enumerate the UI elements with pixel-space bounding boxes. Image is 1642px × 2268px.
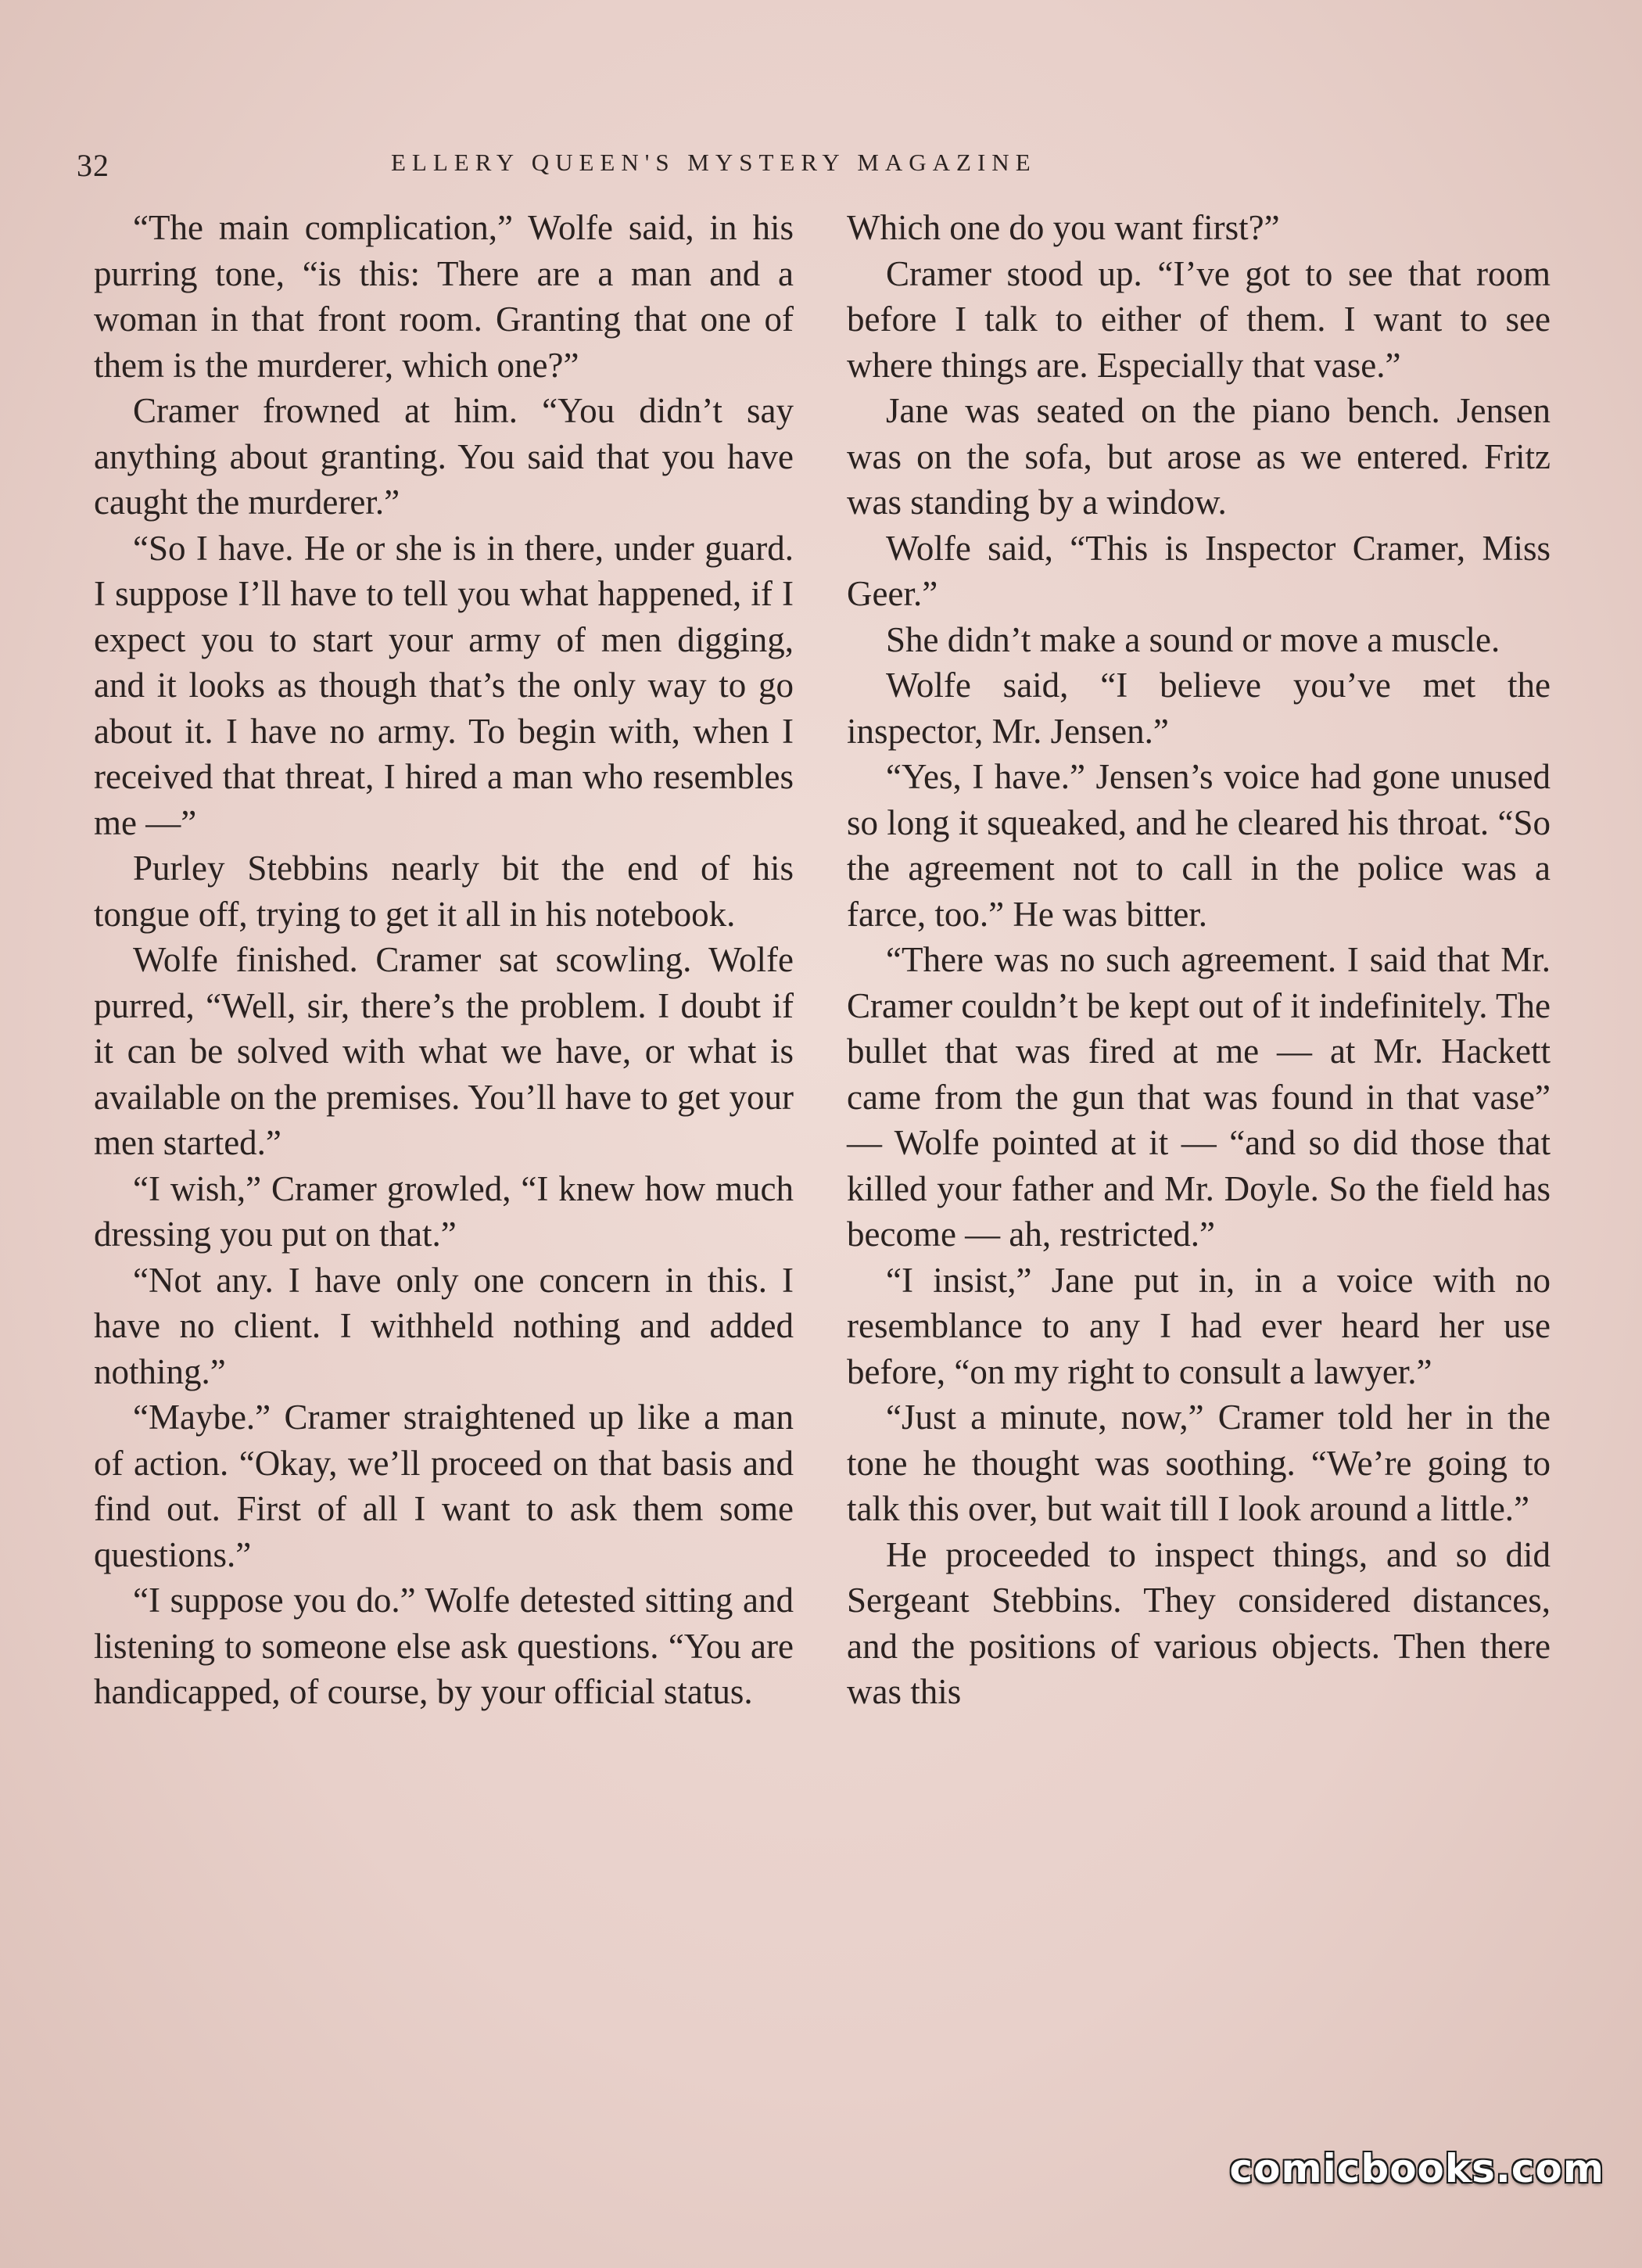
paragraph: She didn’t make a sound or move a muscle.	[886, 619, 1500, 659]
paragraph: “Yes, I have.” Jensen’s voice had gone unused so long it squeaked, and he cleared his throat. “So the agreement not to call in the police was a farce, too.” He was bitter.	[847, 757, 1551, 934]
running-head: ELLERY QUEEN'S MYSTERY MAGAZINE	[391, 149, 1037, 176]
paragraph: Cramer frowned at him. “You didn’t say anything about granting. You said that you have caught the murderer.”	[94, 391, 794, 522]
paragraph: Wolfe said, “This is Inspector Cramer, Miss Geer.”	[847, 528, 1551, 613]
paragraph: “There was no such agreement. I said that Mr. Cramer couldn’t be kept out of it indefinitely. The bullet that was fired at me — at Mr. Hackett came from the gun that was found in that vase” — Wolfe pointed at it — “and so did those that killed your father and Mr. Doyle. So the field has become — ah, restricted.”	[847, 940, 1551, 1254]
paragraph: Wolfe said, “I believe you’ve met the inspector, Mr. Jensen.”	[847, 666, 1551, 751]
left-column	[94, 205, 794, 1715]
paragraph: Purley Stebbins nearly bit the end of his tongue off, trying to get it all in his notebook.	[94, 849, 794, 934]
paragraph: “So I have. He or she is in there, under guard. I suppose I’ll have to tell you what happened, if I expect you to start your army of men digging, and it looks as though that’s the only way to go about it. I have no army. To begin with, when I received that threat, I hired a man who resembles me —”	[94, 528, 794, 842]
paragraph: “Just a minute, now,” Cramer told her in the tone he thought was soothing. “We’re going to talk this over, but wait till I look around a little.”	[847, 1398, 1551, 1528]
paragraph-continuation: Which one do you want first?”	[847, 208, 1280, 247]
page-number: 32	[77, 148, 109, 183]
paragraph: Cramer stood up. “I’ve got to see that room before I talk to either of them. I want to see where things are. Especially that vase.”	[847, 253, 1551, 385]
right-column	[847, 205, 1551, 1715]
paragraph: “I insist,” Jane put in, in a voice with no resemblance to any I had ever heard her use before, “on my right to consult a lawyer.”	[847, 1260, 1551, 1391]
paragraph: Wolfe finished. Cramer sat scowling. Wolfe purred, “Well, sir, there’s the problem. I doubt if it can be solved with what we have, or what is available on the premises. You’ll have to get your men started.”	[94, 940, 794, 1162]
paragraph: “I wish,” Cramer growled, “I knew how much dressing you put on that.”	[94, 1168, 794, 1254]
paragraph: Jane was seated on the piano bench. Jensen was on the sofa, but arose as we entered. Fritz was standing by a window.	[847, 391, 1551, 522]
paragraph: He proceeded to inspect things, and so did Sergeant Stebbins. They considered distances, and the positions of various objects. Then there was this	[847, 1534, 1551, 1711]
paragraph: “Not any. I have only one concern in this. I have no client. I withheld nothing and added nothing.”	[94, 1260, 794, 1391]
paragraph: “I suppose you do.” Wolfe detested sitting and listening to someone else ask questions. “You are handicapped, of course, by your official status.	[94, 1581, 794, 1711]
paragraph: “The main complication,” Wolfe said, in his purring tone, “is this: There are a man and a woman in that front room. Granting that one of them is the murderer, which one?”	[94, 208, 794, 385]
watermark: comicbooks.com	[1229, 2146, 1604, 2191]
paragraph: “Maybe.” Cramer straightened up like a man of action. “Okay, we’ll proceed on that basis and find out. First of all I want to ask them some questions.”	[94, 1398, 794, 1574]
